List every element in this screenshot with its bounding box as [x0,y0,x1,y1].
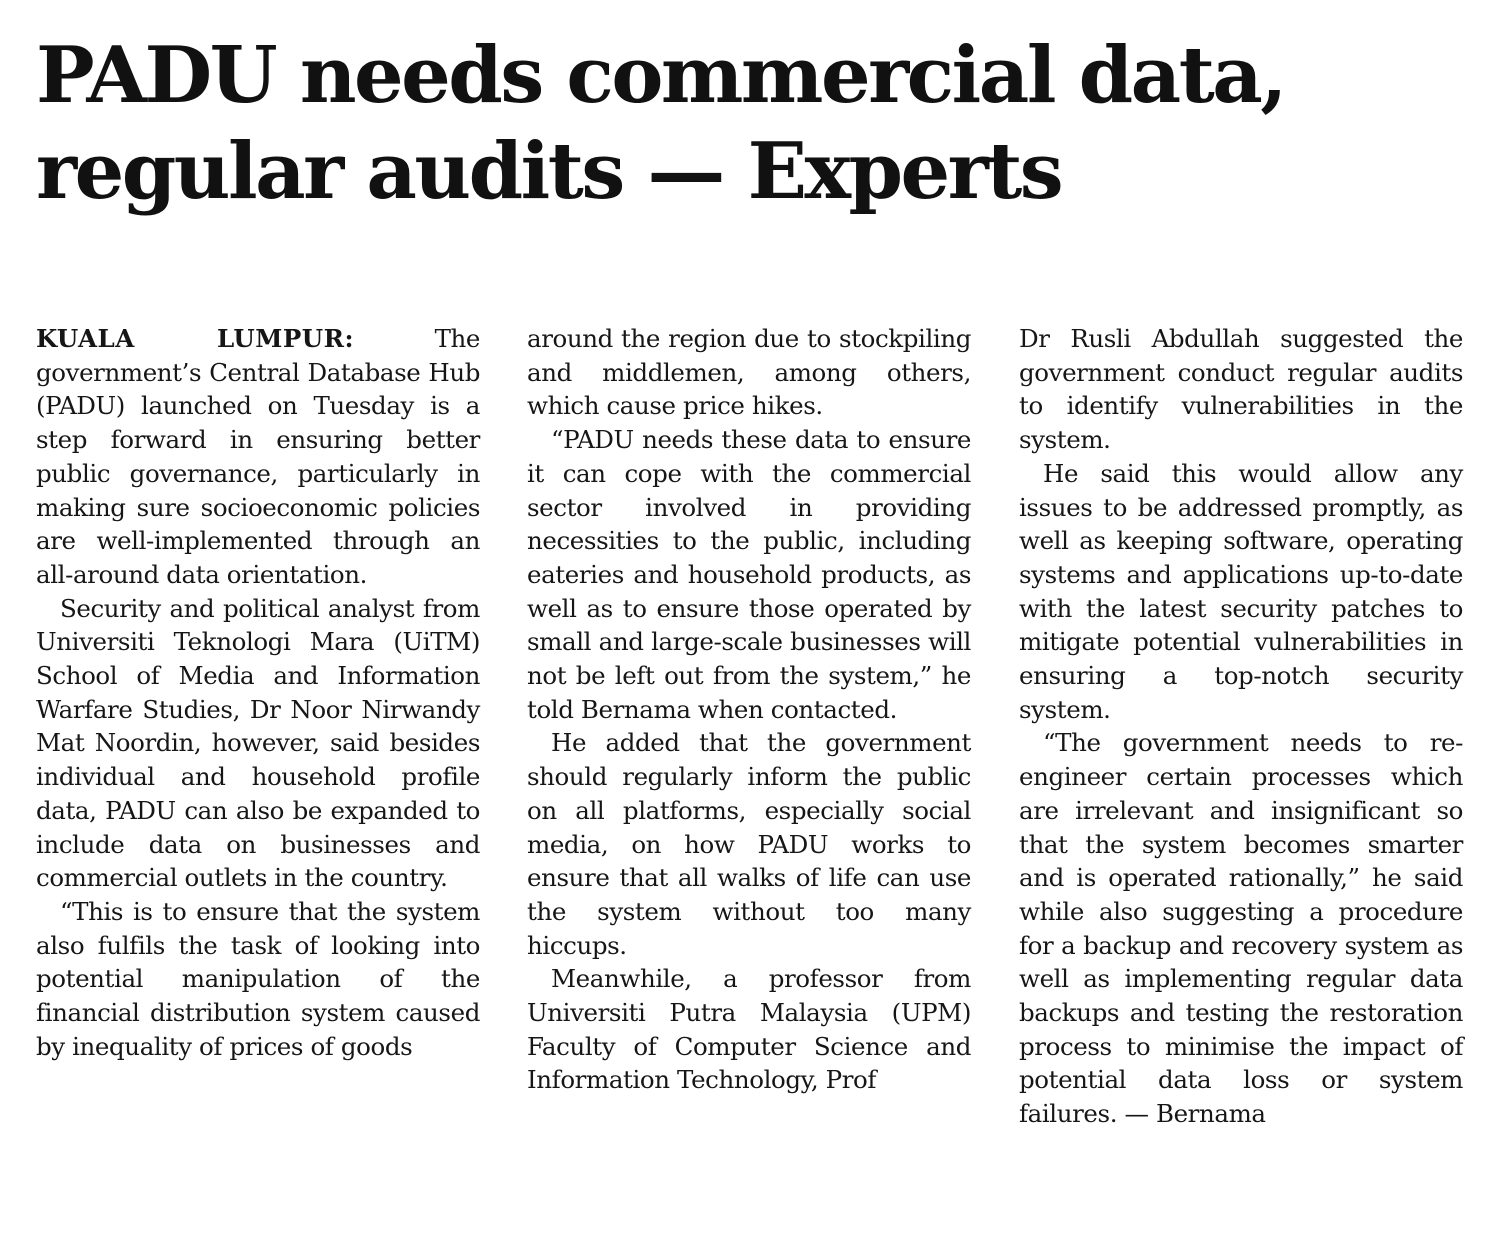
article-paragraph [36,322,480,592]
article-paragraph: Dr Rusli Abdullah suggested the government conduct regular audits to identify vulnerabilities in the system. [1019,324,1463,455]
article-paragraph: Meanwhile, a professor from Universiti Putra Malaysia (UPM) Faculty of Computer Science and Information Technology, Prof [527,964,971,1095]
paragraph-text: The government’s Central Database Hub (PADU) launched on Tuesday is a step forward in ensuring better public governance, particularly in making sure socioeconomic policies are well-implemented through an all-around data orientation. [36,324,480,589]
article-column-2 [527,322,971,1097]
article-paragraph: Security and political analyst from Universiti Teknologi Mara (UiTM) School of Media and Information Warfare Studies, Dr Noor Nirwandy Mat Noordin, however, said besides individual and household profile data, PADU can also be expanded to include data on businesses and commercial outlets in the country. [36,593,480,893]
dateline: KUALA LUMPUR: [36,324,355,353]
article-paragraph: “The government needs to re-engineer certain processes which are irrelevant and insignificant so that the system becomes smarter and is operated rationally,” he said while also suggesting a procedure for a backup and recovery system as well as implementing regular data backups and testing the restoration process to minimise the impact of potential data loss or system failures. — Bernama [1019,728,1463,1129]
article-paragraph: “PADU needs these data to ensure it can cope with the commercial sector involved in providing necessities to the public, including eateries and household products, as well as to ensure those operated by small and large-scale businesses will not be left out from the system,” he told Bernama when contacted. [527,425,971,724]
article-column-3 [1019,322,1463,1131]
article-paragraph: around the region due to stockpiling and middlemen, among others, which cause price hikes. [527,324,971,421]
article-paragraph: He added that the government should regularly inform the public on all platforms, especially social media, on how PADU works to ensure that all walks of life can use the system without too many hiccups. [527,728,971,960]
headline [36,28,1476,220]
headline-line-2: regular audits — Experts [36,126,1062,217]
article-body [36,322,1466,1202]
headline-line-1: PADU needs commercial data, [36,30,1285,121]
article-paragraph: He said this would allow any issues to be addressed promptly, as well as keeping software, operating systems and applications up-to-date with the latest security patches to mitigate potential vulnerabilities in ensuring a top-notch security system. [1019,458,1463,724]
article-column-1 [36,322,480,1063]
article-paragraph: “This is to ensure that the system also fulfils the task of looking into potential manipulation of the financial distribution system caused by inequality of prices of goods [36,896,480,1061]
